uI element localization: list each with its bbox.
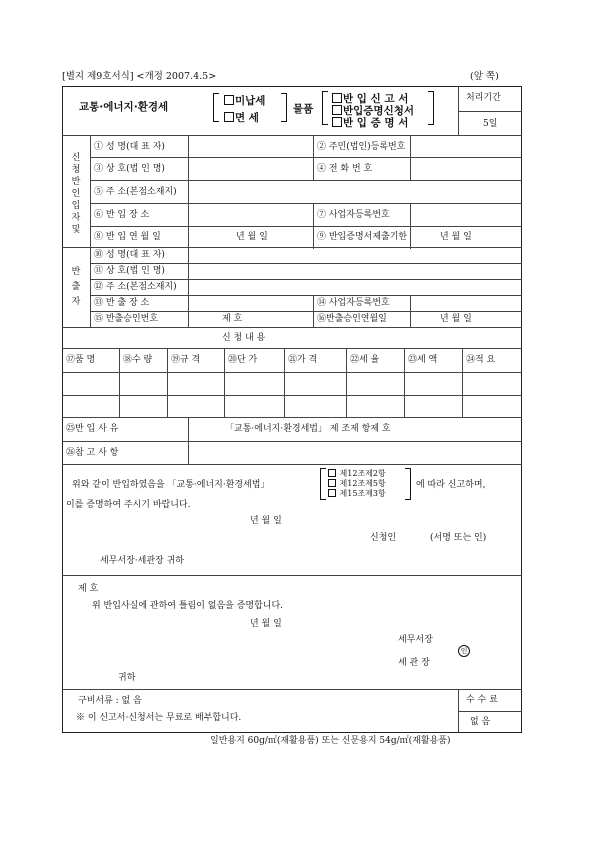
company-label: ③ 상 호(법 인 명) <box>94 164 165 174</box>
declaration-text-2: 에 따라 신고하며, <box>416 480 486 490</box>
notes-label: ㉖참 고 사 항 <box>66 448 119 458</box>
issuer-customs: 세 관 장 <box>398 658 430 668</box>
shipper-section-label: 반 출 자 <box>71 267 81 307</box>
clause-2: 제12조제5항 <box>328 479 386 488</box>
form-title: 교통·에너지·환경세 <box>79 101 169 113</box>
bracket-left-2 <box>322 91 328 125</box>
bracket-right-1 <box>281 93 287 122</box>
approval-no-value: 제 호 <box>222 314 243 324</box>
certificate-addressee: 귀하 <box>118 673 136 683</box>
deadline-value: 년 월 일 <box>440 232 472 242</box>
declaration-text-1: 위와 같이 반입하였음을 「교통·에너지·환경세법」 <box>72 480 270 490</box>
col-quantity: ⑱수 량 <box>123 355 153 365</box>
applicant-label: 신청인 <box>370 533 397 543</box>
fee-label: 수 수 료 <box>466 695 498 705</box>
certificate-date: 년 월 일 <box>250 619 282 629</box>
col-price: ㉑가 격 <box>288 355 318 365</box>
shipper-name-label: ⑩ 성 명(대 표 자) <box>94 250 165 260</box>
col-unit-price: ⑳단 가 <box>228 355 258 365</box>
clause-1: 제12조제2항 <box>328 469 386 478</box>
col-remarks: ㉔적 요 <box>466 355 496 365</box>
shipper-address-label: ⑫ 주 소(본점소재지) <box>94 282 177 292</box>
processing-value: 5일 <box>483 119 498 129</box>
clause-bracket-left <box>320 468 326 500</box>
col-tax: ㉓세 액 <box>408 355 438 365</box>
issuer-tax-office: 세무서장 <box>398 635 433 645</box>
approval-date-label: ⑯반출승인연월일 <box>317 314 387 324</box>
seal-mark: 인 <box>458 645 470 657</box>
receive-date-value: 년 월 일 <box>236 232 268 242</box>
sign-label: (서명 또는 인) <box>430 533 487 543</box>
address-label: ⑤ 주 소(본점소재지) <box>94 187 177 197</box>
col-spec: ⑲규 격 <box>171 355 201 365</box>
receive-date-label: ⑧ 반 입 연 월 일 <box>94 232 161 242</box>
option-certificate: 반 입 증 명 서 <box>332 115 408 130</box>
goods-label: 물품 <box>293 103 314 115</box>
required-docs: 구비서류 : 없 음 <box>78 696 142 706</box>
bracket-right-2 <box>428 91 434 125</box>
name-label: ① 성 명(대 표 자) <box>94 142 165 152</box>
bracket-left-1 <box>213 93 219 122</box>
clause-bracket-right <box>405 468 411 500</box>
option-unpaid: 미납세 <box>224 93 265 108</box>
declaration-text-3: 이를 증명하여 주시기 바랍니다. <box>66 500 191 510</box>
declaration-date: 년 월 일 <box>250 516 282 526</box>
free-note: ※ 이 신고서·신청서는 무료로 배부합니다. <box>76 713 242 723</box>
approval-date-value: 년 월 일 <box>440 314 472 324</box>
fee-value: 없 음 <box>470 717 491 727</box>
certificate-number: 제 호 <box>78 584 99 594</box>
bizno-label: ⑦ 사업자등록번호 <box>317 210 390 220</box>
form-border <box>62 86 522 733</box>
option-cert-request: 반입증명신청서 <box>332 103 414 118</box>
reason-label: ㉕반 입 사 유 <box>66 424 119 434</box>
shipper-bizno-label: ⑭ 사업자등록번호 <box>317 298 390 308</box>
processing-label: 처리기간 <box>466 93 501 103</box>
deadline-label: ⑨ 반입증명서제출기한 <box>317 232 408 242</box>
phone-label: ④ 전 화 번 호 <box>317 164 373 174</box>
col-item: ⑰품 명 <box>66 355 96 365</box>
col-rate: ㉒세 율 <box>350 355 380 365</box>
applicant-section-label: 신 청 반 인 입 자 및 <box>71 153 81 235</box>
form-number: [별지 제9호서식] <개정 2007.4.5> <box>62 71 217 82</box>
approval-no-label: ⑮ 반출승인번호 <box>94 314 159 324</box>
request-section-title: 신 청 내 용 <box>222 333 266 343</box>
resident-no-label: ② 주민(법인)등록번호 <box>317 142 406 152</box>
certificate-text: 위 반입사실에 관하여 틀림이 없음을 증명합니다. <box>92 601 284 611</box>
ship-place-label: ⑬ 반 출 장 소 <box>94 298 150 308</box>
paper-spec: 일반용지 60g/㎡(재활용품) 또는 신문용지 54g/㎡(재활용품) <box>210 736 451 746</box>
shipper-company-label: ⑪ 상 호(법 인 명) <box>94 266 165 276</box>
clause-3: 제15조제3항 <box>328 489 386 498</box>
option-declaration: 반 입 신 고 서 <box>332 91 408 106</box>
receive-place-label: ⑥ 반 입 장 소 <box>94 210 150 220</box>
side-label: (앞 쪽) <box>470 71 499 82</box>
option-exempt: 면 세 <box>224 110 259 125</box>
declaration-addressee: 세무서장·세관장 귀하 <box>100 556 184 566</box>
reason-value: 「교통·에너지·환경세법」 제 조제 항제 호 <box>225 424 391 434</box>
